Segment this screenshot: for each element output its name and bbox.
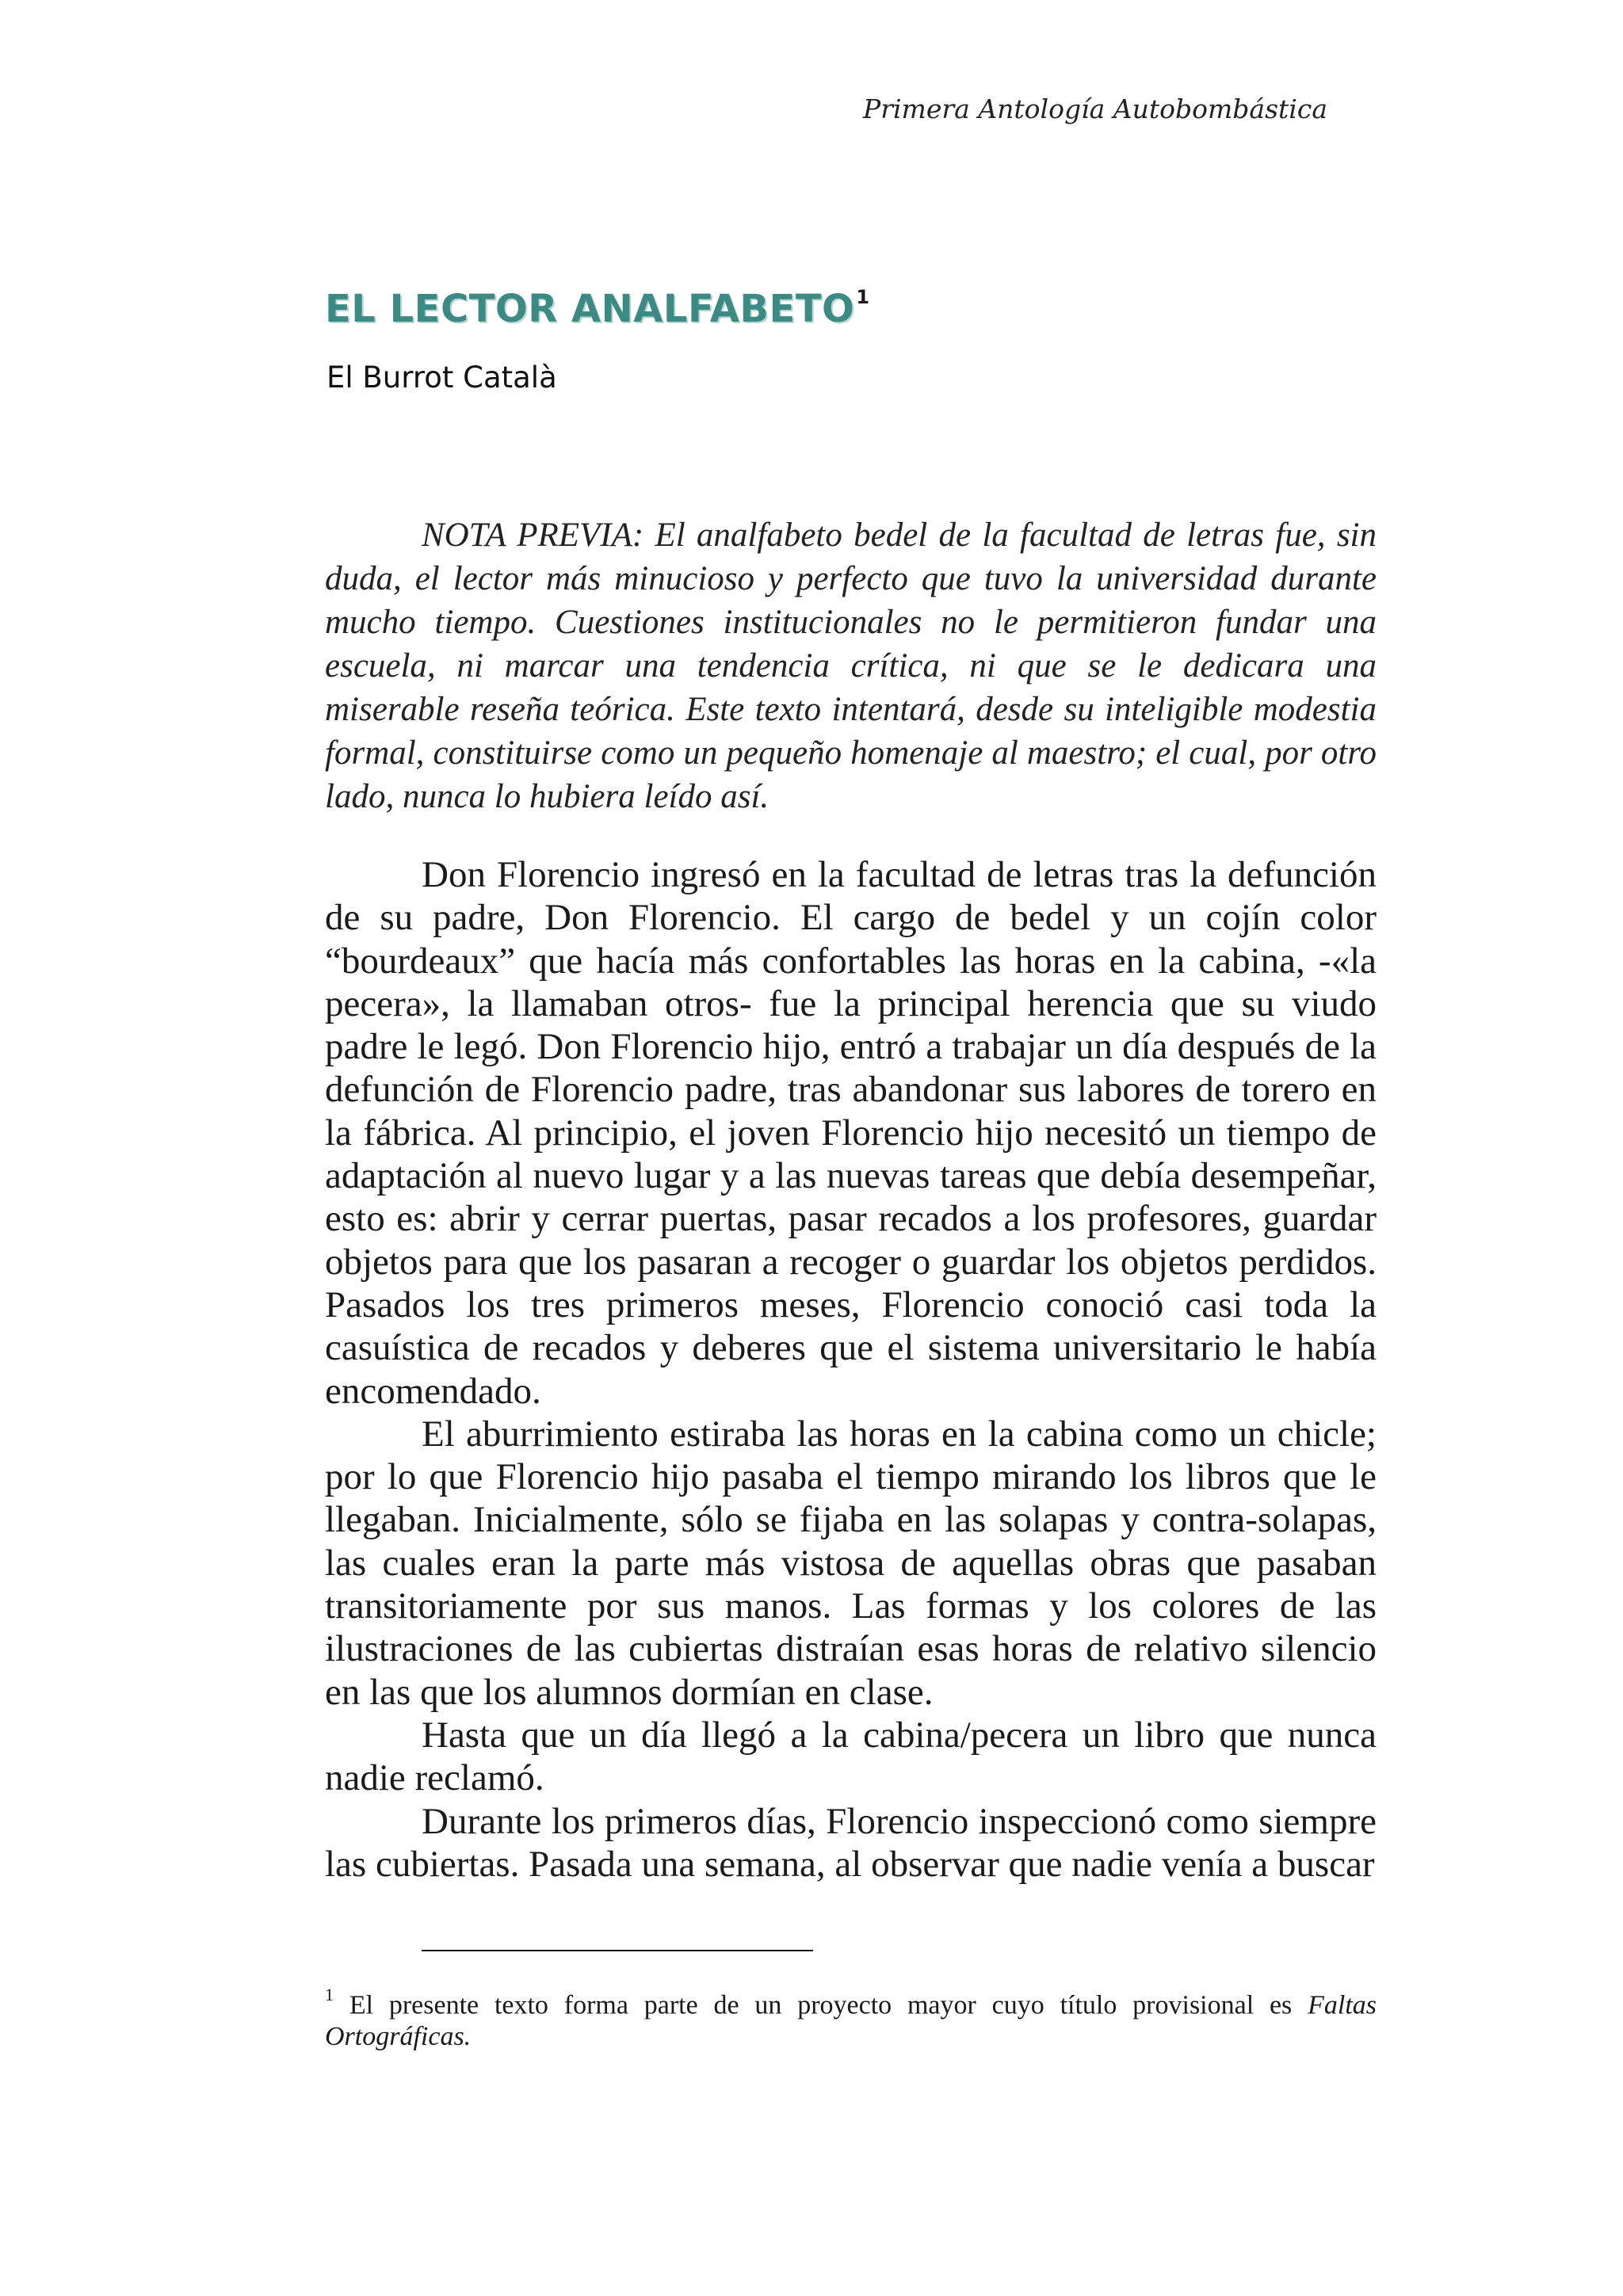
- paragraph: Don Florencio ingresó en la facultad de letras tras la defunción de su padre, Don Florencio. El cargo de bedel y un cojín color “bourdeaux” que hacía más confortables las horas en la cabina, -«la pecera», la llamaban otros- fue la principal herencia que su viudo padre le legó. Don Florencio hijo, entró a trabajar un día después de la defunción de Florencio padre, tras abandonar sus labores de torero en la fábrica. Al principio, el joven Florencio hijo necesitó un tiempo de adaptación al nuevo lugar y a las nuevas tareas que debía desempeñar, esto es: abrir y cerrar puertas, pasar recados a los profesores, guardar objetos para que los pasaran a recoger o guardar los objetos perdidos. Pasados los tres primeros meses, Florencio conoció casi toda la casuística de recados y deberes que el sistema universitario le había encomendado.: [325, 854, 1377, 1412]
- footnote-text: El presente texto forma parte de un proyecto mayor cuyo título provisional es: [349, 1990, 1293, 2020]
- footnote: [325, 1982, 1377, 2053]
- note-label: NOTA PREVIA:: [422, 517, 644, 554]
- paragraph: El aburrimiento estiraba las horas en la cabina como un chicle; por lo que Florencio hijo pasaba el tiempo mirando los libros que le llegaban. Inicialmente, sólo se fijaba en las solapas y contra-solapas, las cuales eran la parte más vistosa de aquellas obras que pasaban transitoriamente por sus manos. Las formas y los colores de las ilustraciones de las cubiertas distraían esas horas de relativo silencio en las que los alumnos dormían en clase.: [325, 1413, 1377, 1713]
- article-title: [325, 287, 870, 331]
- footnote-work-title: Faltas Ortográficas.: [325, 1990, 1377, 2052]
- article-author: El Burrot Català: [327, 360, 557, 395]
- paragraph: Durante los primeros días, Florencio inspeccionó como siempre las cubiertas. Pasada una semana, al observar que nadie venía a buscar: [325, 1800, 1377, 1885]
- note-text: El analfabeto bedel de la facultad de letras fue, sin duda, el lector más minucioso y perfecto que tuvo la universidad durante mucho tiempo. Cuestiones institucionales no le permitieron fundar una escuela, ni marcar una tendencia crítica, ni que se le dedicara una miserable reseña teórica. Este texto intentará, desde su inteligible modestia formal, constituirse como un pequeño homenaje al maestro; el cual, por otro lado, nunca lo hubiera leído así.: [325, 517, 1377, 815]
- title-footnote-marker[interactable]: 1: [856, 286, 870, 308]
- body-text: [325, 853, 1377, 1886]
- editorial-note: [325, 513, 1377, 818]
- running-header: Primera Antología Autobombástica: [863, 93, 1327, 124]
- paragraph: Hasta que un día llegó a la cabina/pecera un libro que nunca nadie reclamó.: [325, 1714, 1377, 1799]
- article-title-text: EL LECTOR ANALFABETO: [325, 287, 855, 331]
- footnote-separator: [422, 1950, 813, 1951]
- footnote-marker: 1: [325, 1985, 334, 2004]
